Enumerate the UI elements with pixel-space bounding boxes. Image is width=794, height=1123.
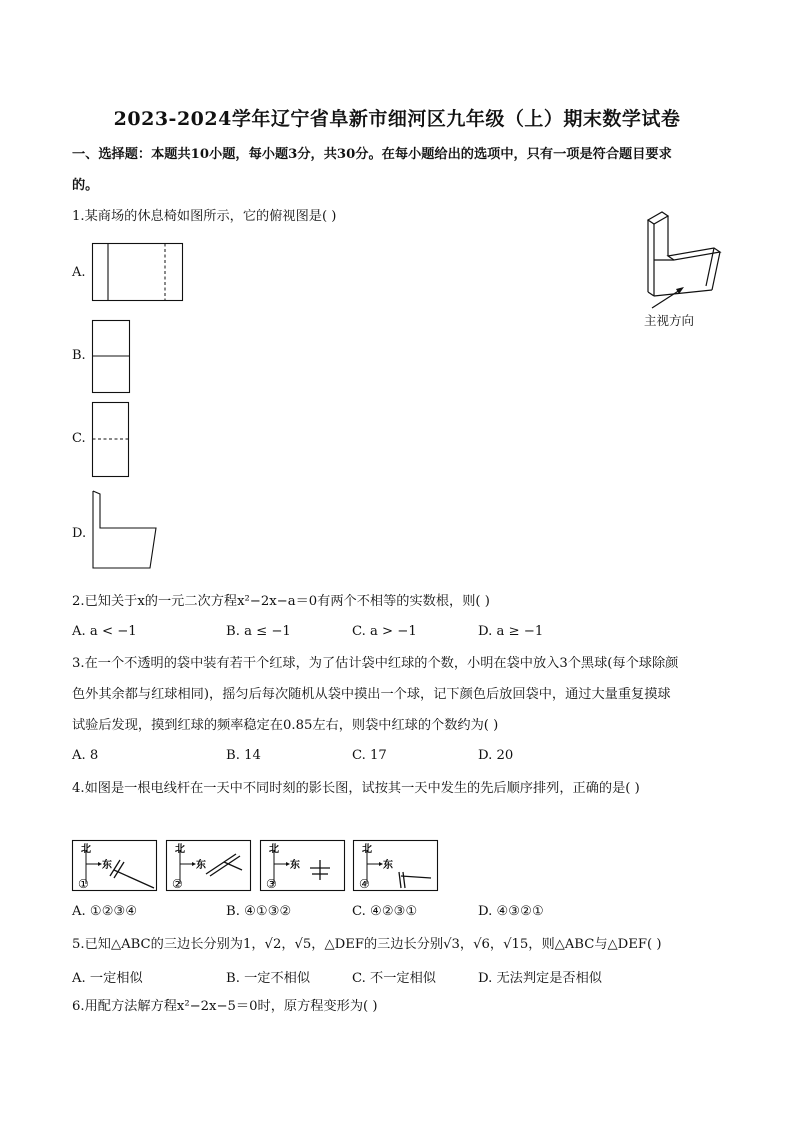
q1-option-a-figure	[92, 243, 184, 301]
q4-options	[72, 904, 732, 922]
section-header-line1: 一、选择题：本题共10小题，每小题3分，共30分。在每小题给出的选项中，只有一项是符合题目要求	[72, 147, 672, 162]
q3-line2: 色外其余都与红球相同)，摇匀后每次随机从袋中摸出一个球，记下颜色后放回袋中，通过大量重复摸球	[72, 687, 671, 702]
q1-option-d-label[interactable]: D.	[72, 526, 87, 541]
q1-chair-figure	[640, 208, 730, 323]
north-label: 北	[269, 844, 279, 855]
q1-option-c-label[interactable]: C.	[72, 431, 86, 446]
q2-stem: 2.已知关于x的一元二次方程x²−2x−a＝0有两个不相等的实数根，则( )	[72, 594, 490, 609]
east-label: 东	[290, 860, 300, 871]
panel-number-label: ③	[266, 877, 277, 891]
shadow-line	[224, 862, 242, 870]
q3-option-a[interactable]: A. 8	[72, 748, 99, 763]
q4-panel-4	[353, 840, 439, 892]
page-title: 2023-2024学年辽宁省阜新市细河区九年级（上）期末数学试卷	[113, 108, 681, 130]
pole-line	[206, 854, 236, 874]
pole-line	[399, 872, 401, 888]
q5-options	[72, 967, 732, 985]
east-label: 东	[196, 860, 206, 871]
section-header-line2: 的。	[72, 178, 99, 193]
q3-line1: 3.在一个不透明的袋中装有若干个红球，为了估计袋中红球的个数，小明在袋中放入3个黑球(每个球除颜	[72, 656, 679, 671]
q2-option-d[interactable]: D. a ≥ −1	[478, 624, 544, 639]
q4-panel-3	[260, 840, 346, 892]
q3-line3: 试验后发现，摸到红球的频率稳定在0.85左右，则袋中红球的个数约为( )	[72, 718, 499, 733]
q2-options	[72, 624, 732, 642]
q4-panel-1	[72, 840, 158, 892]
q5-option-d[interactable]: D. 无法判定是否相似	[478, 971, 602, 986]
panel-number-label: ①	[78, 877, 89, 891]
q4-option-a[interactable]: A. ①②③④	[72, 904, 138, 919]
q2-option-a[interactable]: A. a < −1	[72, 624, 137, 639]
q3-option-c[interactable]: C. 17	[352, 748, 387, 763]
north-label: 北	[175, 844, 185, 855]
q6-stem: 6.用配方法解方程x²−2x−5＝0时，原方程变形为( )	[72, 999, 378, 1014]
q4-option-b[interactable]: B. ④①③②	[226, 904, 292, 919]
pole-line	[403, 872, 405, 888]
q1-option-c-figure	[92, 402, 132, 478]
shadow-line	[114, 870, 154, 888]
q1-stem: 1.某商场的休息椅如图所示，它的俯视图是( )	[72, 209, 337, 224]
q1-option-a-label[interactable]: A.	[72, 265, 86, 280]
east-label: 东	[383, 860, 393, 871]
east-label: 东	[102, 860, 112, 871]
q4-panel-2	[166, 840, 252, 892]
north-label: 北	[362, 844, 372, 855]
q4-option-d[interactable]: D. ④③②①	[478, 904, 544, 919]
q1-option-d-figure	[92, 490, 162, 572]
panel-number-label: ④	[359, 877, 370, 891]
q5-stem: 5.已知△ABC的三边长分别为1，√2，√5，△DEF的三边长分别√3，√6，√15，则△ABC与△DEF( )	[72, 937, 662, 952]
q5-option-a[interactable]: A. 一定相似	[72, 971, 143, 986]
q4-stem: 4.如图是一根电线杆在一天中不同时刻的影长图，试按其一天中发生的先后顺序排列，正确的是( )	[72, 781, 640, 796]
q2-option-c[interactable]: C. a > −1	[352, 624, 417, 639]
q2-option-b[interactable]: B. a ≤ −1	[226, 624, 291, 639]
pole-line	[210, 856, 240, 876]
q3-option-b[interactable]: B. 14	[226, 748, 261, 763]
q1-view-direction-label: 主视方向	[644, 313, 695, 328]
shadow-line	[401, 876, 431, 878]
q3-option-d[interactable]: D. 20	[478, 748, 514, 763]
q5-option-b[interactable]: B. 一定不相似	[226, 971, 311, 986]
q3-options	[72, 748, 732, 766]
q4-option-c[interactable]: C. ④②③①	[352, 904, 418, 919]
panel-number-label: ②	[172, 877, 183, 891]
q1-option-b-figure	[92, 320, 132, 394]
q1-option-b-label[interactable]: B.	[72, 348, 86, 363]
north-label: 北	[81, 844, 91, 855]
q5-option-c[interactable]: C. 不一定相似	[352, 971, 436, 986]
